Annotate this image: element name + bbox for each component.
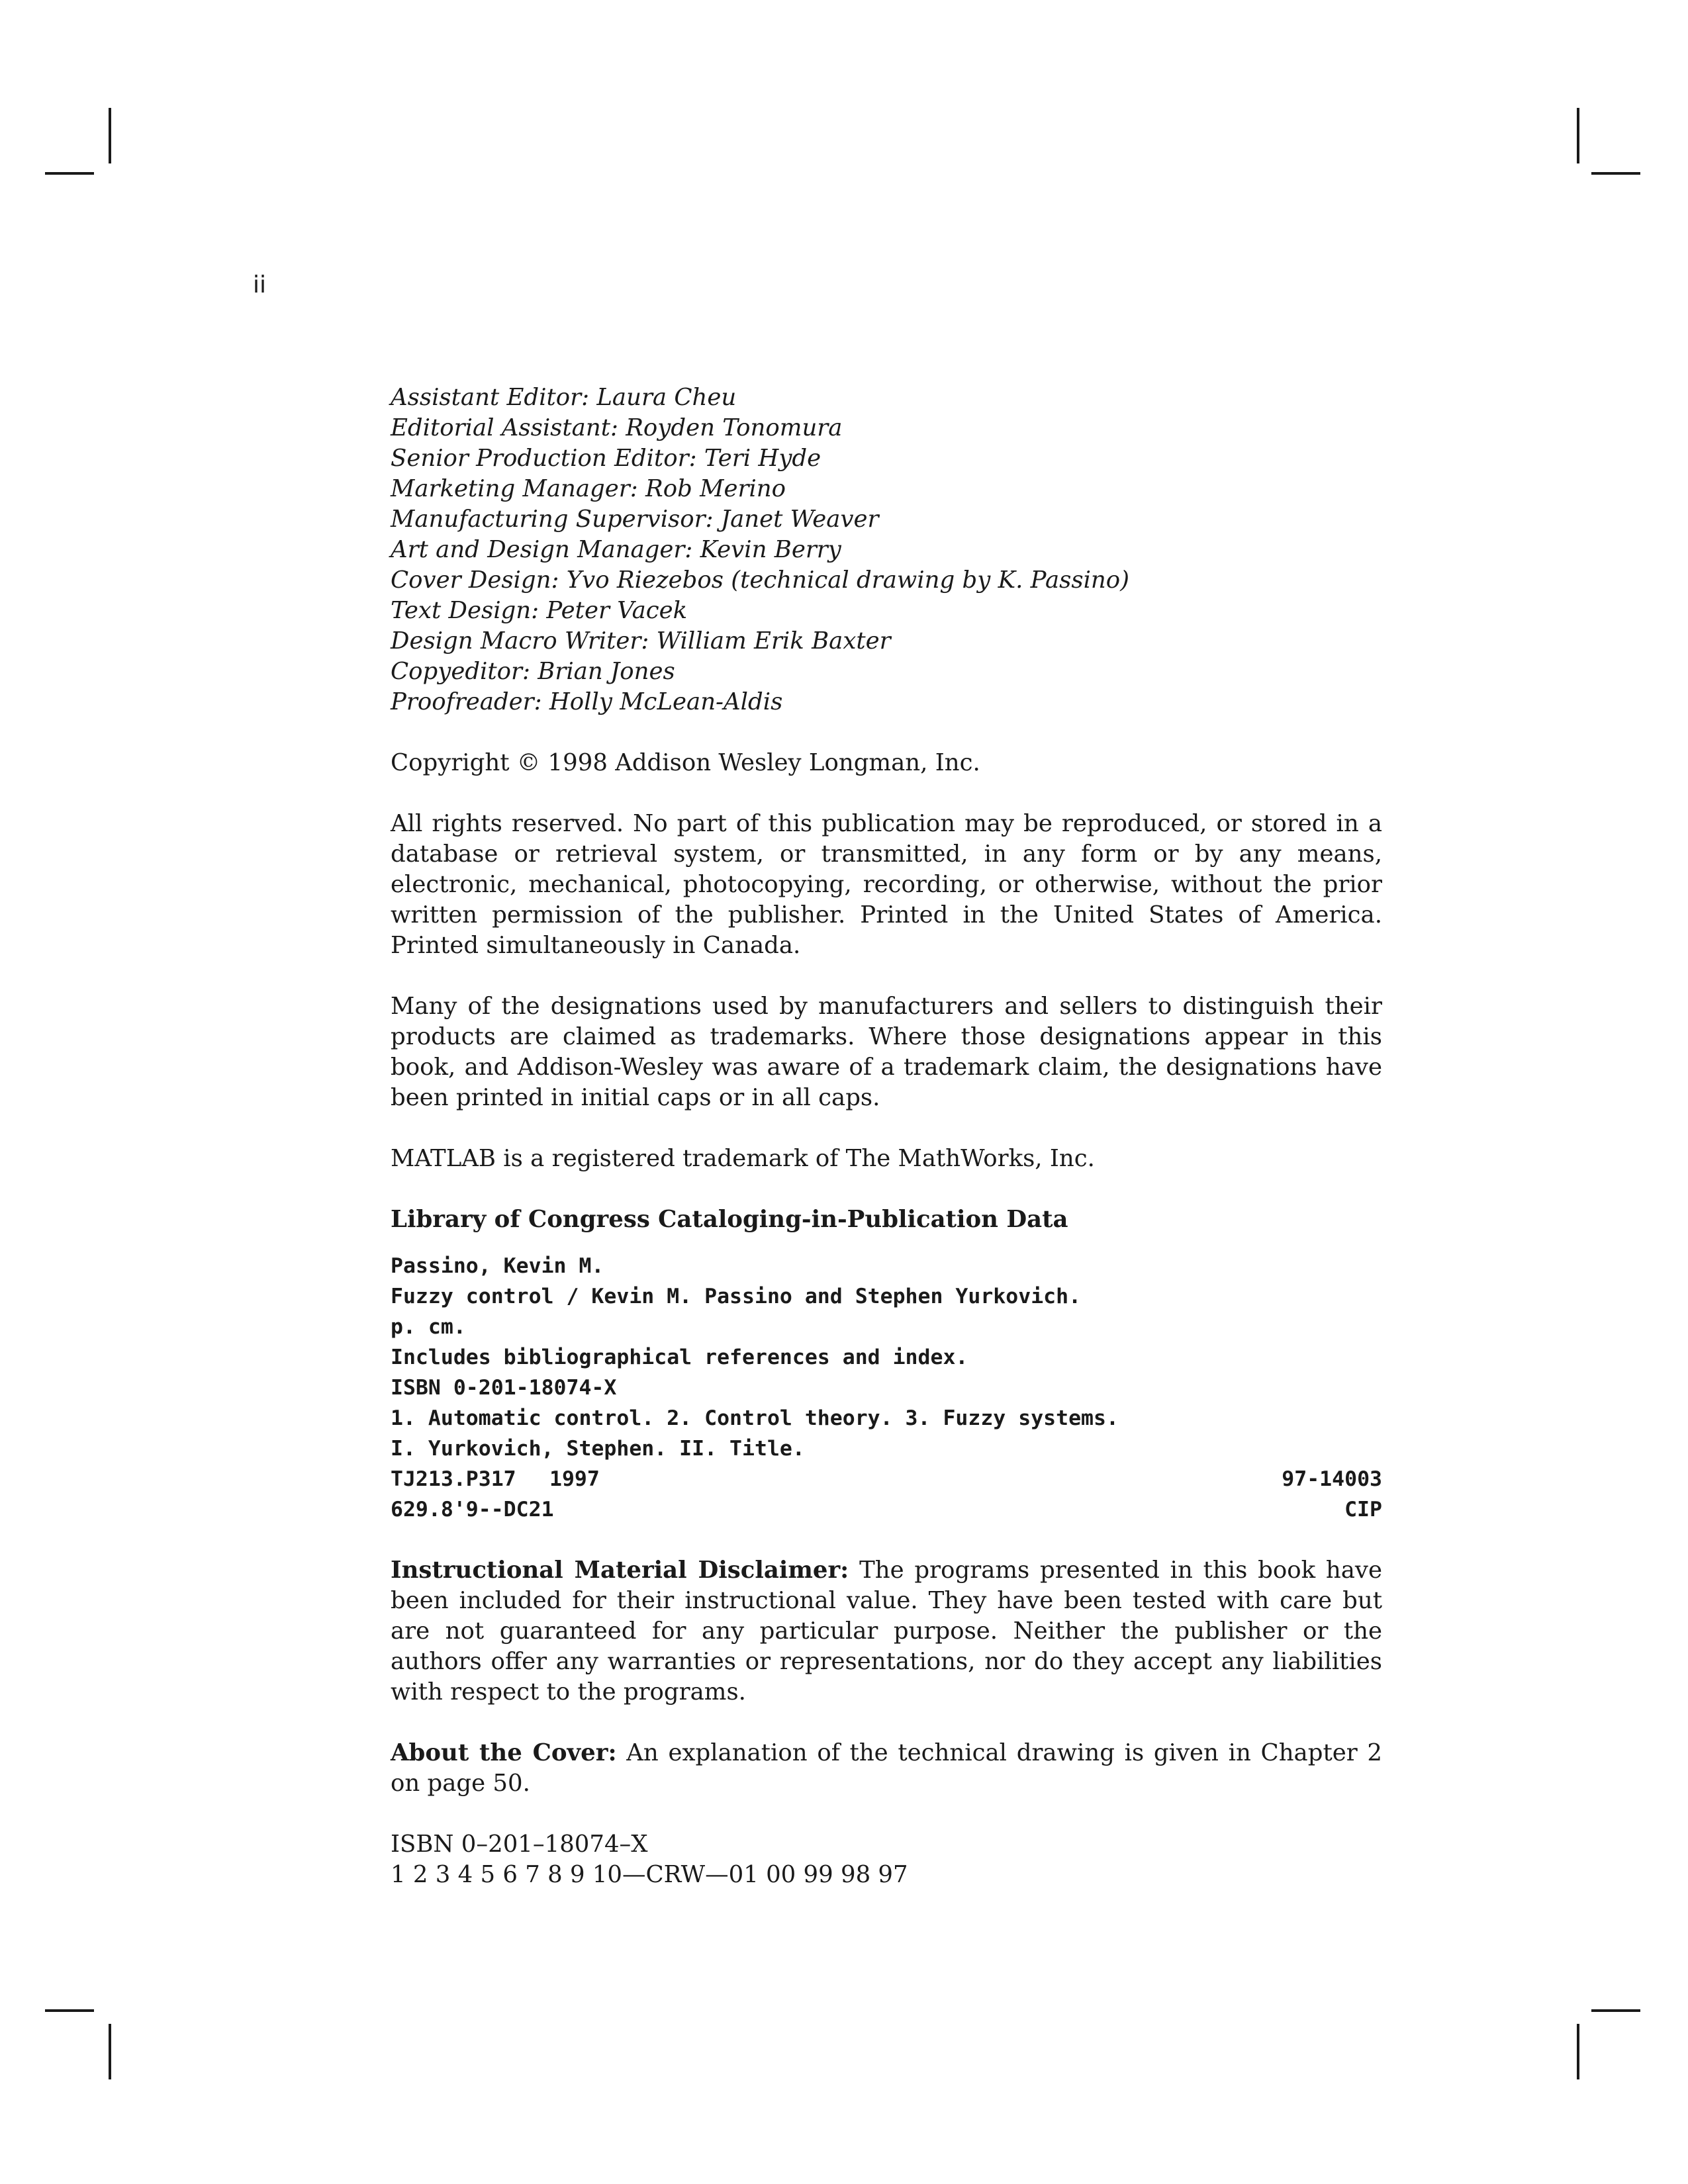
crop-mark-bottom-left-horizontal xyxy=(45,2009,94,2012)
crop-mark-bottom-right-horizontal xyxy=(1591,2009,1640,2012)
about-cover-paragraph xyxy=(391,1738,1382,1799)
crop-mark-top-left-vertical xyxy=(109,108,111,163)
credit-line: Cover Design: Yvo Riezebos (technical drawing by K. Passino) xyxy=(391,567,1130,594)
cip-line: ISBN 0-201-18074-X xyxy=(391,1376,617,1400)
rights-paragraph: All rights reserved. No part of this publication may be reproduced, or stored in a database or retrieval system, or transmitted, in any form or by any means, electronic, mechanical, photocopying, recording, or otherwise, without the prior written permission of the publisher. Printed in the United States of America. Printed simultaneously in Canada. xyxy=(391,810,1382,959)
crop-mark-bottom-right-vertical xyxy=(1577,2024,1579,2079)
credit-line: Editorial Assistant: Royden Tonomura xyxy=(391,414,843,441)
cip-line: I. Yurkovich, Stephen. II. Title. xyxy=(391,1437,805,1461)
production-credits xyxy=(391,383,1382,717)
credit-line: Senior Production Editor: Teri Hyde xyxy=(391,445,821,472)
copyright-page-content xyxy=(391,383,1382,1890)
matlab-trademark: MATLAB is a registered trademark of The MathWorks, Inc. xyxy=(391,1145,1095,1172)
about-cover-text: An explanation of the technical drawing is given in Chapter 2 on page 50. xyxy=(391,1739,1382,1797)
cip-call-number-row xyxy=(391,1464,1382,1494)
crop-mark-bottom-left-vertical xyxy=(109,2024,111,2079)
cip-line: Passino, Kevin M. xyxy=(391,1254,604,1278)
trademarks-paragraph: Many of the designations used by manufacturers and sellers to distinguish their products are claimed as trademarks. Where those designations appear in this book, and Addison-Wesley was aware of a trademark claim, the designations have been printed in initial caps or in all caps. xyxy=(391,993,1382,1111)
copyright-notice: Copyright © 1998 Addison Wesley Longman, Inc. xyxy=(391,749,980,776)
cip-heading: Library of Congress Cataloging-in-Publication Data xyxy=(391,1206,1068,1233)
crop-mark-top-right-horizontal xyxy=(1591,172,1640,175)
disclaimer-label: Instructional Material Disclaimer: xyxy=(391,1557,849,1584)
disclaimer-paragraph xyxy=(391,1555,1382,1707)
credit-line: Text Design: Peter Vacek xyxy=(391,597,688,624)
disclaimer-text: The programs presented in this book have been included for their instructional value. They have been tested with care but are not guaranteed for any particular purpose. Neither the publisher or the authors offer any warranties or representations, nor do they accept any liabilities with respect to the programs. xyxy=(391,1557,1382,1706)
credit-line: Marketing Manager: Rob Merino xyxy=(391,475,786,502)
cip-lccn: 97-14003 xyxy=(1282,1467,1382,1491)
cip-record xyxy=(391,1251,1382,1525)
credit-line: Manufacturing Supervisor: Janet Weaver xyxy=(391,506,879,533)
page-number: ii xyxy=(253,271,267,298)
cip-line: 1. Automatic control. 2. Control theory. 3. Fuzzy systems. xyxy=(391,1406,1119,1430)
credit-line: Design Macro Writer: William Erik Baxter xyxy=(391,627,891,655)
cip-dewey-row xyxy=(391,1494,1382,1525)
about-cover-label: About the Cover: xyxy=(391,1739,617,1766)
printing-line: 1 2 3 4 5 6 7 8 9 10—CRW—01 00 99 98 97 xyxy=(391,1861,908,1888)
cip-label: CIP xyxy=(1344,1498,1382,1522)
cip-line: Fuzzy control / Kevin M. Passino and Stephen Yurkovich. xyxy=(391,1285,1082,1308)
credit-line: Assistant Editor: Laura Cheu xyxy=(391,384,737,411)
crop-mark-top-right-vertical xyxy=(1577,108,1579,163)
cip-dewey: 629.8'9--DC21 xyxy=(391,1498,554,1522)
cip-line: p. cm. xyxy=(391,1315,466,1339)
cip-call-number: TJ213.P317 xyxy=(391,1467,516,1491)
credit-line: Art and Design Manager: Kevin Berry xyxy=(391,536,841,563)
crop-mark-top-left-horizontal xyxy=(45,172,94,175)
cip-year: 1997 xyxy=(549,1467,600,1491)
credit-line: Proofreader: Holly McLean-Aldis xyxy=(391,688,783,715)
isbn: ISBN 0–201–18074–X xyxy=(391,1831,648,1858)
credit-line: Copyeditor: Brian Jones xyxy=(391,658,675,685)
isbn-block xyxy=(391,1829,1382,1890)
cip-line: Includes bibliographical references and index. xyxy=(391,1345,968,1369)
